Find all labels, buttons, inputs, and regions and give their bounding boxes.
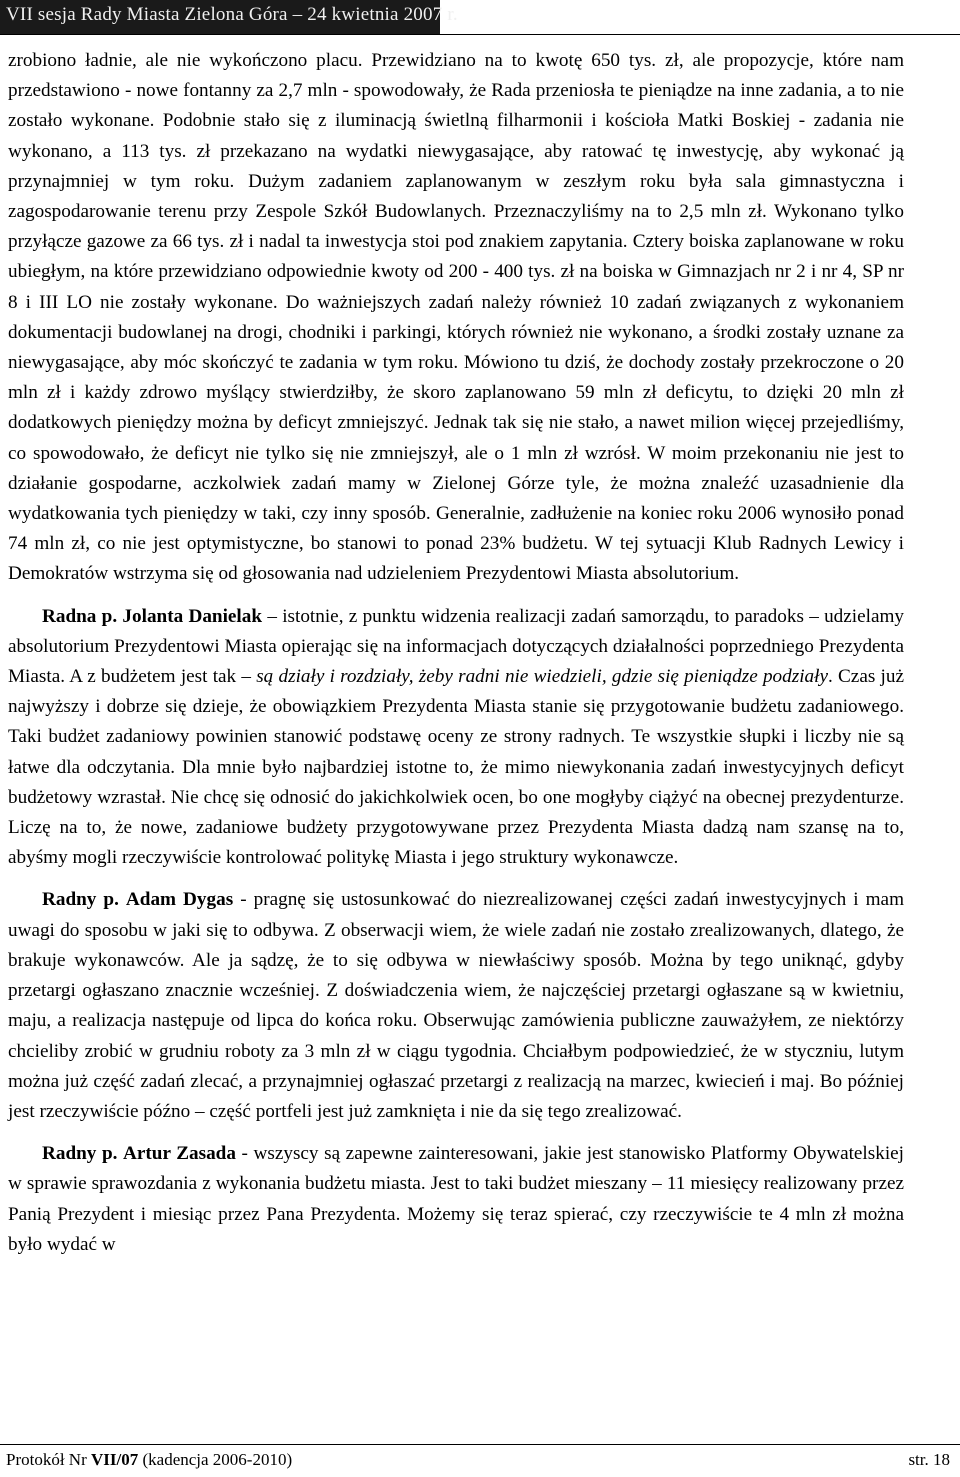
speaker-prefix: Radny p. xyxy=(42,889,119,911)
speech-text: - pragnę się ustosunkować do niezrealizowanej części zadań inwestycyjnych i mam uwagi do sposobu w jaki się to odbywa. Z obserwacji wiem, że wiele zadań nie zostało zrealizowanych, dlatego, że brakuje wykonawców. Ale ja sądzę, że to się odbywa w niewłaściwy sposób. Można by tego uniknąć, gdyby przetargi ogłaszano znacznie wcześniej. Z doświadczenia wiem, że najczęściej przetargi ogłaszane są w kwietniu, maju, a realizacja następuje od lipca do końca roku. Obserwując zamówienia publiczne zauważyłem, ze niektórzy chcieliby zrobić w grudniu roboty za 3 mln zł w ciągu tygodnia. Chciałbym podpowiedzieć, że w styczniu, lutym można już część zadań zlecać, a przynajmniej ogłaszać przetargi z realizacją na marzec, kwiecień i maj. Bo później jest rzeczywiście późno – część portfeli jest już zamknięta i nie da się tego zrealizować. xyxy=(8,889,904,1122)
speech-text: – istotnie, z punktu widzenia realizacji zadań samorządu, to paradoks – udzielamy absolutorium Prezydentowi Miasta opierając się na informacjach dotyczących działalności poprzedniego Prezydenta Miasta. A z budżetem jest tak – xyxy=(8,605,904,688)
footer-protocol-number: VII/07 xyxy=(91,1450,139,1469)
speaker-name: Artur Zasada xyxy=(123,1143,236,1165)
footer-divider xyxy=(0,1444,960,1445)
speaker-name: Jolanta Danielak xyxy=(122,605,263,627)
header-divider xyxy=(0,34,960,35)
speech-dygas xyxy=(8,885,904,1127)
speech-danielak xyxy=(8,602,904,874)
speaker-prefix: Radny p. xyxy=(42,1143,118,1165)
speech-text: - wszyscy są zapewne zainteresowani, jakie jest stanowisko Platformy Obywatelskiej w sprawie sprawozdania z wykonania budżetu miasta. Jest to taki budżet mieszany – 11 miesięcy realizowany przez Panią Prezydent i miesiąc przez Pana Prezydenta. Możemy się teraz spierać, czy rzeczywiście te 4 mln zł można było wydać w xyxy=(8,1143,905,1255)
speech-text: . Czas już najwyższy i dobrze się dzieje, że obowiązkiem Prezydenta Miasta stanie się przygotowanie budżetu zadaniowego. Taki budżet zadaniowy powinien stanowić podstawę oceny ze strony radnych. Te wszystkie słupki i liczby nie są łatwe dla odczytania. Dla mnie było najbardziej istotne to, że mimo niewykonania zadań inwestycyjnych deficyt budżetowy wzrastał. Nie chcę się odnosić do jakichkolwiek ocen, bo one mogłyby ciążyć na obecnej prezydenturze. Liczę na to, że nowe, zadaniowe budżety przygotowywane przez Prezydenta Miasta dadzą nam szansę na to, abyśmy mogli rzeczywiście kontrolować politykę Miasta i jego struktury wykonawcze. xyxy=(8,666,904,869)
paragraph-text: zrobiono ładnie, ale nie wykończono placu. Przewidziano na to kwotę 650 tys. zł, ale propozycje, które nam przedstawiono - nowe fontanny za 2,7 mln - spowodowały, że Rada przeniosła te pieniądze na inne zadania, a to nie zostało wykonane. Podobnie stało się z iluminacją świetlną filharmonii i kościoła Matki Boskiej - zadania nie wykonano, a 113 tys. zł przekazano na wydatki niewygasające, aby ratować tę inwestycję, aby wykonać ją przynajmniej w tym roku. Dużym zadaniem zaplanowanym w zeszłym roku była sala gimnastyczna i zagospodarowanie terenu przy Zespole Szkół Budowlanych. Przeznaczyliśmy na to 2,5 mln zł. Wykonano tylko przyłącze gazowe za 66 tys. zł i nadal ta inwestycja stoi pod znakiem zapytania. Cztery boiska zaplanowane w roku ubiegłym, na które przewidziano odpowiednie kwoty od 200 - 400 tys. zł na boiska w Gimnazjach nr 2 i nr 4, SP nr 8 i III LO nie zostały wykonane. Do ważniejszych zadań należy również 10 zadań związanych z wykonaniem dokumentacji budowlanej na drogi, chodniki i parkingi, których również nie wykonano, a środki zostały uznane za niewygasające, aby móc skończyć te zadania w tym roku. Mówiono tu dziś, że dochody zostały przekroczone o 20 mln zł i każdy zdrowo myślący stwierdziłby, że skoro zaplanowano 59 mln zł deficytu, to dzięki 20 mln zł dodatkowych pieniędzy można by deficyt zmniejszyć. Jednak tak się nie stało, a nawet milion więcej przejedliśmy, co spowodowało, że deficyt nie tylko się nie zmniejszył, ale o 1 mln zł wzrósł. W moim przekonaniu nie jest to działanie gospodarne, aczkolwiek zadań mamy w Zielonej Górze tyle, że można znaleźć uzasadnienie dla wydatkowania tych pieniędzy w taki, czy inny sposób. Generalnie, zadłużenie na koniec roku 2006 wynosiło ponad 74 mln zł, co nie jest optymistyczne, bo stanowi to ponad 23% budżetu. W tej sytuacji Klub Radnych Lewicy i Demokratów wstrzyma się od głosowania nad udzieleniem Prezydentowi Miasta absolutorium. xyxy=(8,50,904,585)
footer-protocol-label: Protokół Nr xyxy=(6,1450,91,1469)
page-header xyxy=(0,0,960,34)
speech-zasada xyxy=(8,1139,904,1260)
speech-quote-italic: są działy i rozdziały, żeby radni nie wiedzieli, gdzie się pieniądze podziały xyxy=(256,666,828,688)
speaker-prefix: Radna p. xyxy=(42,605,118,627)
document-body xyxy=(8,46,904,1260)
page-number: str. 18 xyxy=(908,1450,950,1469)
paragraph-continuation xyxy=(8,46,904,590)
speaker-name: Adam Dygas xyxy=(125,889,234,911)
footer-protocol xyxy=(6,1450,292,1470)
header-title-bar xyxy=(0,0,458,34)
footer-term: (kadencja 2006-2010) xyxy=(138,1450,293,1469)
header-title: VII sesja Rady Miasta Zielona Góra – 24 kwietnia 2007 r. xyxy=(6,4,458,25)
